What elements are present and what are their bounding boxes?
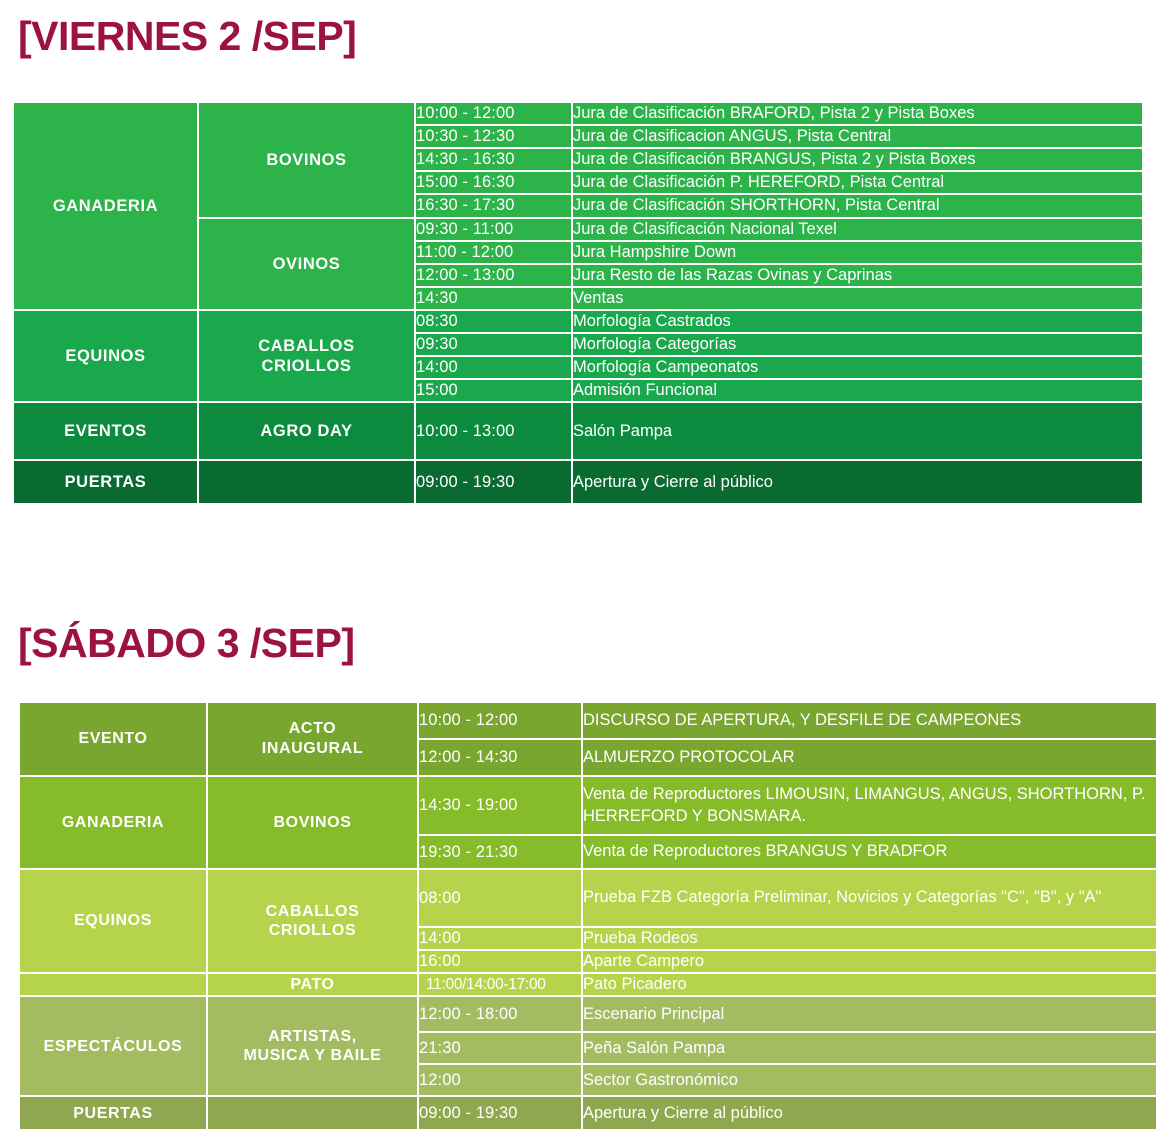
row-time: 12:00: [419, 1065, 581, 1095]
row-time: 11:00 - 12:00: [416, 242, 571, 263]
row-description: Apertura y Cierre al público: [583, 1097, 1156, 1129]
row-time: 09:30: [416, 334, 571, 355]
row-description: Admisión Funcional: [573, 380, 1142, 401]
subcategory-line-2: INAUGURAL: [261, 740, 364, 757]
table-row: [14, 403, 1142, 459]
row-description: Venta de Reproductores LIMOUSIN, LIMANGUS, ANGUS, SHORTHORN, P. HERREFORD Y BONSMARA.: [583, 777, 1156, 834]
subcategory-line-2: CRIOLLOS: [261, 357, 352, 376]
row-description: Apertura y Cierre al público: [573, 461, 1142, 503]
row-description: Salón Pampa: [573, 403, 1142, 459]
row-time: 12:00 - 18:00: [419, 997, 581, 1031]
category-puertas: PUERTAS: [14, 461, 197, 503]
row-time: 09:00 - 19:30: [419, 1097, 581, 1129]
subcategory-pato: PATO: [208, 974, 417, 995]
category-equinos: EQUINOS: [14, 311, 197, 401]
subcategory-acto-inaugural: [208, 703, 417, 775]
subcategory-blank: [208, 1097, 417, 1129]
row-description: Morfología Campeonatos: [573, 357, 1142, 378]
row-description: Jura de Clasificacion ANGUS, Pista Central: [573, 126, 1142, 147]
row-time: 15:00: [416, 380, 571, 401]
row-description: DISCURSO DE APERTURA, Y DESFILE DE CAMPEONES: [583, 703, 1156, 738]
row-description: Aparte Campero: [583, 951, 1156, 972]
subcategory-caballos-criollos: [199, 311, 414, 401]
row-time: 10:00 - 12:00: [419, 703, 581, 738]
subcategory-ovinos: OVINOS: [199, 219, 414, 309]
subcategory-line-2: MUSICA Y BAILE: [243, 1047, 382, 1065]
row-description: Jura de Clasificación BRANGUS, Pista 2 y Pista Boxes: [573, 149, 1142, 170]
subcategory-line-1: CABALLOS: [258, 337, 355, 356]
row-description: Morfología Categorías: [573, 334, 1142, 355]
row-description: Pato Picadero: [583, 974, 1156, 995]
row-description: Prueba FZB Categoría Preliminar, Novicios y Categorías "C", "B", y "A": [583, 870, 1156, 926]
row-time: 19:30 - 21:30: [419, 836, 581, 868]
row-time: 09:30 - 11:00: [416, 219, 571, 240]
category-eventos: EVENTOS: [14, 403, 197, 459]
day2-title: [SÁBADO 3 /SEP]: [18, 620, 355, 666]
row-description: Jura de Clasificación Nacional Texel: [573, 219, 1142, 240]
row-description: Venta de Reproductores BRANGUS Y BRADFOR: [583, 836, 1156, 868]
table-row: [20, 1097, 1156, 1129]
subcategory-caballos-criollos: [208, 870, 417, 972]
row-time: 14:00: [416, 357, 571, 378]
category-blank: [20, 974, 206, 995]
day1-title: [VIERNES 2 /SEP]: [18, 13, 357, 59]
row-time: 10:00 - 13:00: [416, 403, 571, 459]
row-time: 11:00/14:00-17:00: [419, 974, 581, 995]
subcategory-bovinos: BOVINOS: [208, 777, 417, 868]
category-puertas: PUERTAS: [20, 1097, 206, 1129]
category-espectaculos: ESPECTÁCULOS: [20, 997, 206, 1095]
table-row: [14, 103, 1142, 124]
row-time: 08:00: [419, 870, 581, 926]
row-time: 12:00 - 13:00: [416, 265, 571, 286]
row-description: Sector Gastronómico: [583, 1065, 1156, 1095]
subcategory-line-2: CRIOLLOS: [268, 922, 357, 940]
day2-schedule-table: [18, 701, 1158, 1131]
table-row: [20, 703, 1156, 738]
table-row: [20, 974, 1156, 995]
row-time: 14:00: [419, 928, 581, 949]
category-equinos: EQUINOS: [20, 870, 206, 972]
row-time: 16:00: [419, 951, 581, 972]
row-time: 16:30 - 17:30: [416, 195, 571, 216]
row-description: Jura Hampshire Down: [573, 242, 1142, 263]
table-row: [14, 311, 1142, 332]
table-row: [20, 870, 1156, 926]
subcategory-line-1: CABALLOS: [265, 902, 360, 920]
row-time: 08:30: [416, 311, 571, 332]
subcategory-line-1: ARTISTAS,: [268, 1027, 357, 1045]
day1-schedule-table: [12, 101, 1144, 505]
row-time: 15:00 - 16:30: [416, 172, 571, 193]
subcategory-line-1: ACTO: [288, 720, 337, 738]
subcategory-artistas-musica-baile: [208, 997, 417, 1095]
row-description: Peña Salón Pampa: [583, 1033, 1156, 1063]
row-description: Ventas: [573, 288, 1142, 309]
subcategory-blank: [199, 461, 414, 503]
row-time: 12:00 - 14:30: [419, 740, 581, 775]
row-description: Escenario Principal: [583, 997, 1156, 1031]
row-time: 14:30 - 19:00: [419, 777, 581, 834]
table-row: [20, 997, 1156, 1031]
row-description: ALMUERZO PROTOCOLAR: [583, 740, 1156, 775]
row-description: Jura de Clasificación BRAFORD, Pista 2 y Pista Boxes: [573, 103, 1142, 124]
row-time: 09:00 - 19:30: [416, 461, 571, 503]
table-row: [14, 461, 1142, 503]
subcategory-bovinos: BOVINOS: [199, 103, 414, 217]
row-time: 14:30 - 16:30: [416, 149, 571, 170]
category-ganaderia: GANADERIA: [14, 103, 197, 309]
row-time: 14:30: [416, 288, 571, 309]
row-time: 10:30 - 12:30: [416, 126, 571, 147]
row-description: Prueba Rodeos: [583, 928, 1156, 949]
row-time: 21:30: [419, 1033, 581, 1063]
row-description: Morfología Castrados: [573, 311, 1142, 332]
row-description: Jura Resto de las Razas Ovinas y Caprinas: [573, 265, 1142, 286]
row-description: Jura de Clasificación SHORTHORN, Pista Central: [573, 195, 1142, 216]
category-ganaderia: GANADERIA: [20, 777, 206, 868]
row-description: Jura de Clasificación P. HEREFORD, Pista Central: [573, 172, 1142, 193]
category-evento: EVENTO: [20, 703, 206, 775]
subcategory-agro-day: AGRO DAY: [199, 403, 414, 459]
table-row: [20, 777, 1156, 834]
row-time: 10:00 - 12:00: [416, 103, 571, 124]
